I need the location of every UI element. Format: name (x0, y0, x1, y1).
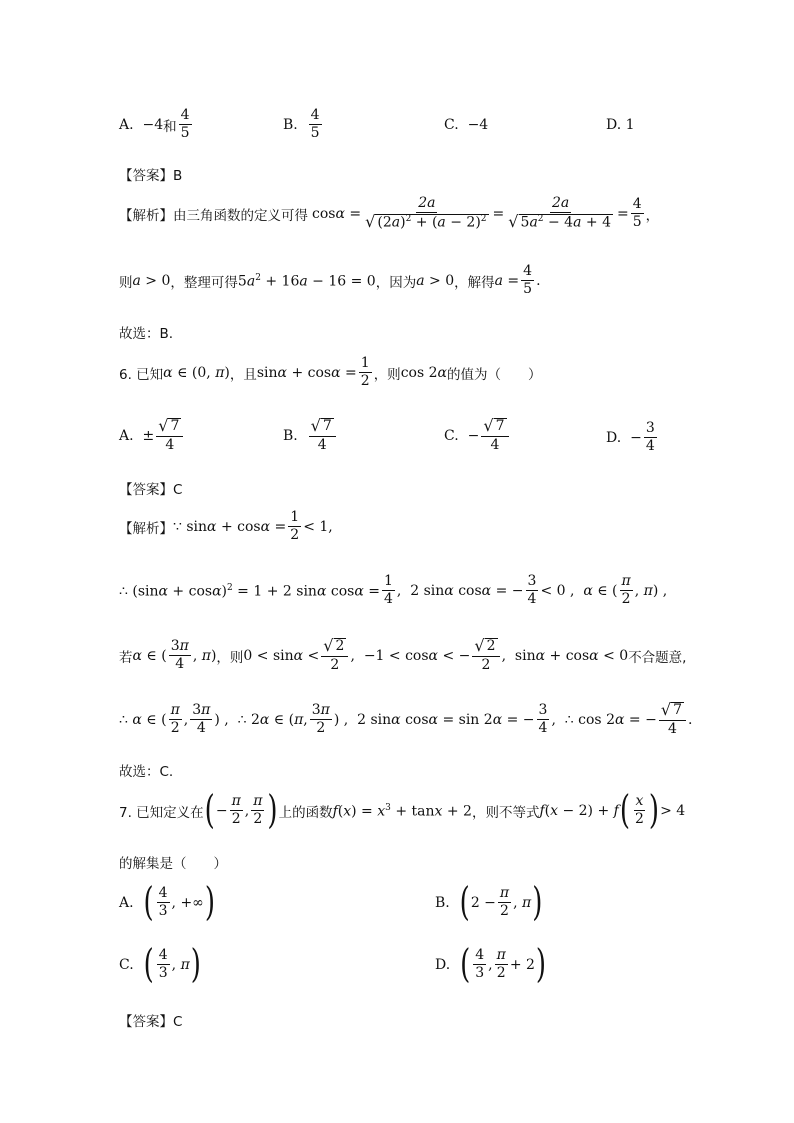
q6-option-b: B. √ 7 4 (283, 418, 338, 454)
q5-option-a: A. −4 和 $\frac{4}{5}$ (119, 107, 190, 142)
q5-answer: 【答案】B (119, 168, 183, 184)
q5-analysis-line2: 则 a > 0 ，整理可得 $5a^2 + 16a - 16 = 0$ ，因为 a > 0 ，解得 a = $\frac{4}{5}$ . (119, 263, 541, 298)
q7-answer: 【答案】C (119, 1014, 183, 1030)
q5-option-b: B. $\frac{4}{5}$ (283, 107, 320, 142)
fraction: $\frac{\pi}{2}$ (496, 947, 506, 982)
fraction: $\frac{\pi}{2}$ (231, 793, 241, 828)
q6-option-a: A. ± √ 7 4 (119, 418, 185, 454)
fraction: $\frac{4}{3}$ (158, 947, 168, 982)
q6-analysis-line2: ∴ $(\sin\alpha + \cos\alpha)^2 = 1 + 2$ sinα cosα = $\frac{1}{4}$ , 2 sinα cosα = − $\frac{3}{4}$ < 0 , α ∈ ( $\frac{\pi}{2}$ , π) , (119, 573, 668, 608)
q5-choose: 故选：B. (119, 326, 174, 342)
fraction: √ 2 2 (321, 638, 348, 674)
q6-answer: 【答案】C (119, 482, 183, 498)
q7-option-d: D. ( $\frac{4}{3}$ , $\frac{\pi}{2}$ + 2 ) (435, 942, 547, 988)
fraction: $\frac{4}{3}$ (475, 947, 485, 982)
fraction: $\frac{4}{5}$ (180, 107, 190, 142)
fraction: $\frac{\pi}{2}$ (253, 793, 263, 828)
fraction: √ 2 2 (472, 638, 499, 674)
fraction: √ 7 4 (156, 418, 183, 454)
fraction: $\frac{1}{2}$ (290, 509, 300, 544)
q6-option-d: D. − $\frac{3}{4}$ (606, 420, 655, 455)
q7-option-b: B. ( 2 − $\frac{\pi}{2}$ , π ) (435, 880, 543, 926)
q7-option-a: A. ( $\frac{4}{3}$ , +∞ ) (119, 880, 215, 926)
fraction: $\frac{1}{2}$ (360, 355, 370, 390)
fraction: √ 7 4 (481, 418, 508, 454)
q6-analysis-line4: ∴ α ∈ ( $\frac{\pi}{2}$ , $\frac{3\pi}{4}$ ) , ∴ 2α ∈ (π, $\frac{3\pi}{2}$ ) , 2 sinα cosα = sin 2α = − $\frac{3}{4}$ , ∴ cos 2α = − √ 7 4 . (119, 700, 693, 738)
fraction: $\frac{\pi}{2}$ (170, 702, 180, 737)
fraction: $\frac{3\pi}{4}$ (170, 638, 189, 673)
fraction: $\frac{4}{5}$ (632, 196, 642, 231)
q7-stem-line1: 7. 已知定义在 ( − $\frac{\pi}{2}$ , $\frac{\pi}{2}$ ) 上的函数 $f(x) = x^3 + \tan x + 2$ ，则不等式 f(x − 2) + f ( $\frac{x}{2}$ ) > 4 (119, 788, 686, 834)
fraction: $\frac{3\pi}{4}$ (192, 702, 211, 737)
fraction: $\frac{3\pi}{2}$ (311, 702, 330, 737)
fraction: $\frac{\pi}{2}$ (499, 885, 510, 920)
fraction: $\frac{3}{4}$ (527, 573, 537, 608)
fraction: 2a √ $5a^2 - 4a + 4$ (508, 195, 611, 232)
fraction: √ 7 4 (659, 702, 686, 738)
fraction: $\frac{4}{5}$ (310, 107, 320, 142)
fraction: $\frac{3}{4}$ (538, 702, 548, 737)
fraction: √ 7 4 (309, 418, 336, 454)
q7-option-c: C. ( $\frac{4}{3}$ , π ) (119, 942, 201, 988)
q6-stem: 6. 已知 α ∈ (0, π) ，且 sinα + cosα = $\frac{1}{2}$ ，则 cos 2α 的值为（ ） (119, 355, 542, 390)
q6-analysis-line1: 【解析】 ∵ sinα + cosα = $\frac{1}{2}$ < 1, (119, 509, 333, 544)
q7-stem-line2: 的解集是（ ） (119, 856, 227, 872)
fraction: $\frac{\pi}{2}$ (621, 573, 631, 608)
q5-analysis-line1: 【解析】 由三角函数的定义可得 cosα = 2a √ $(2a)^2 + (a - 2)^2$ = 2a √ $5a^2 - 4a + 4$ = $\frac{4}{5}$ ， (119, 195, 660, 232)
fraction: $\frac{4}{3}$ (158, 885, 168, 920)
q5-option-c: C. −4 (444, 117, 489, 133)
q6-analysis-line3: 若 α ∈ ( $\frac{3\pi}{4}$ , π) ，则 0 < sinα < √ 2 2 , −1 < cosα < − √ 2 2 , sinα + cosα < 0 不合题意, (119, 636, 687, 674)
q6-option-c: C. − √ 7 4 (444, 418, 511, 454)
fraction: $\frac{x}{2}$ (635, 793, 644, 828)
q6-choose: 故选：C. (119, 764, 174, 780)
fraction: $\frac{3}{4}$ (645, 420, 655, 455)
fraction: $\frac{4}{5}$ (523, 263, 533, 298)
fraction: $\frac{1}{4}$ (383, 573, 393, 608)
q5-option-d: D. 1 (606, 117, 635, 133)
fraction: 2a √ $(2a)^2 + (a - 2)^2$ (365, 195, 487, 232)
